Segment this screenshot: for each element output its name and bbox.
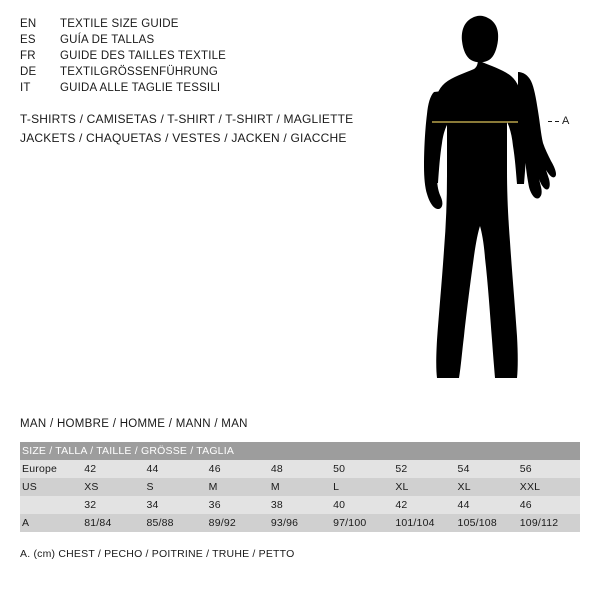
cell-europe-7: 56 [518, 460, 580, 478]
language-row-de [20, 64, 380, 80]
language-text-it: GUIDA ALLE TAGLIE TESSILI [60, 82, 221, 94]
cell-a-2: 89/92 [207, 514, 269, 532]
table-row [20, 496, 580, 514]
cell-us-1: S [144, 478, 206, 496]
dash-mark-icon [548, 121, 552, 122]
language-row-fr [20, 48, 380, 64]
language-header-block [20, 16, 380, 96]
cell-a-5: 101/104 [393, 514, 455, 532]
male-silhouette-figure [400, 10, 600, 410]
cell-usnum-0: 32 [82, 496, 144, 514]
cell-us-0: XS [82, 478, 144, 496]
footnote-chest-measurement: A. (cm) CHEST / PECHO / POITRINE / TRUHE / PETTO [20, 548, 295, 560]
cell-usnum-3: 38 [269, 496, 331, 514]
row-label-us-numeric [20, 496, 82, 514]
table-row [20, 514, 580, 532]
cell-us-5: XL [393, 478, 455, 496]
category-line-jackets: JACKETS / CHAQUETAS / VESTES / JACKEN / GIACCHE [20, 131, 347, 145]
cell-a-7: 109/112 [518, 514, 580, 532]
measure-letter: A [562, 115, 570, 127]
cell-us-6: XL [456, 478, 518, 496]
language-text-en: TEXTILE SIZE GUIDE [60, 18, 179, 30]
cell-usnum-7: 46 [518, 496, 580, 514]
cell-usnum-2: 36 [207, 496, 269, 514]
cell-usnum-1: 34 [144, 496, 206, 514]
table-title: MAN / HOMBRE / HOMME / MANN / MAN [20, 418, 248, 430]
measure-label-a [548, 115, 569, 127]
silhouette-svg [400, 10, 600, 410]
cell-a-6: 105/108 [456, 514, 518, 532]
row-label-a: A [20, 514, 82, 532]
language-code-es: ES [20, 34, 36, 46]
cell-us-2: M [207, 478, 269, 496]
table-header-row [20, 442, 580, 460]
cell-europe-4: 50 [331, 460, 393, 478]
category-block [20, 110, 420, 148]
language-text-fr: GUIDE DES TAILLES TEXTILE [60, 50, 227, 62]
language-code-it: IT [20, 82, 31, 94]
language-code-de: DE [20, 66, 37, 78]
cell-us-3: M [269, 478, 331, 496]
cell-usnum-5: 42 [393, 496, 455, 514]
cell-usnum-6: 44 [456, 496, 518, 514]
cell-europe-3: 48 [269, 460, 331, 478]
cell-europe-0: 42 [82, 460, 144, 478]
cell-a-1: 85/88 [144, 514, 206, 532]
cell-us-7: XXL [518, 478, 580, 496]
cell-europe-2: 46 [207, 460, 269, 478]
cell-europe-5: 52 [393, 460, 455, 478]
row-label-us: US [20, 478, 82, 496]
language-code-en: EN [20, 18, 37, 30]
row-label-europe: Europe [20, 460, 82, 478]
category-line-tshirts: T-SHIRTS / CAMISETAS / T-SHIRT / T-SHIRT / MAGLIETTE [20, 112, 354, 126]
language-text-de: TEXTILGRÖSSENFÜHRUNG [60, 66, 218, 78]
cell-europe-1: 44 [144, 460, 206, 478]
cell-a-3: 93/96 [269, 514, 331, 532]
table-row [20, 478, 580, 496]
language-text-es: GUÍA DE TALLAS [60, 34, 155, 46]
table-row [20, 460, 580, 478]
cell-a-0: 81/84 [82, 514, 144, 532]
table-header-label: SIZE / TALLA / TAILLE / GRÖSSE / TAGLIA [20, 442, 580, 460]
size-table [20, 442, 580, 532]
language-row-it [20, 80, 380, 96]
dash-mark-icon-2 [555, 121, 559, 122]
cell-us-4: L [331, 478, 393, 496]
cell-europe-6: 54 [456, 460, 518, 478]
language-row-es [20, 32, 380, 48]
language-code-fr: FR [20, 50, 36, 62]
cell-a-4: 97/100 [331, 514, 393, 532]
cell-usnum-4: 40 [331, 496, 393, 514]
language-row-en [20, 16, 380, 32]
